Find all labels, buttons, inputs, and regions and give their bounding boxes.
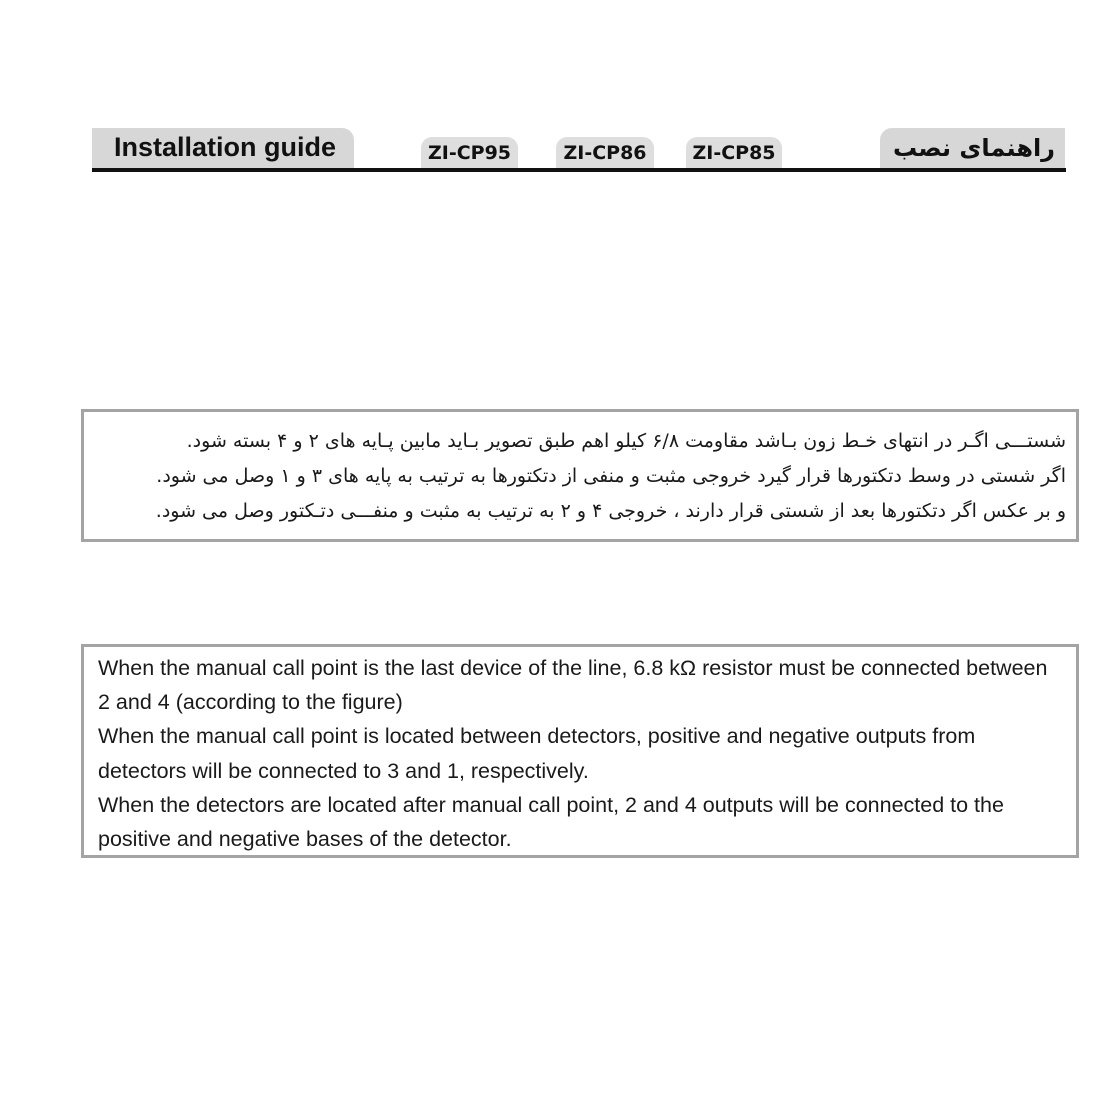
model-tab-zi-cp85: ZI-CP85 xyxy=(686,137,782,168)
english-line-6: positive and negative bases of the detector. xyxy=(98,827,512,852)
persian-line-2: اگر شستی در وسط دتکتورها قرار گیرد خروجی مثبت و منفی از دتکتورها به ترتیب به پایه های ۳ و ۱ وصل می شود. xyxy=(156,465,1066,487)
page-header xyxy=(0,0,1117,180)
persian-line-1: شستـــی اگـر در انتهای خـط زون بـاشد مقاومت ۶/۸ کیلو اهم طبق تصویر بـاید مابین پـایه های ۲ و ۴ بسته شود. xyxy=(186,430,1066,452)
english-instructions-box xyxy=(81,644,1079,858)
title-english: Installation guide xyxy=(92,128,354,168)
title-persian: راهنمای نصب xyxy=(880,128,1065,168)
model-tab-zi-cp95: ZI-CP95 xyxy=(421,137,518,168)
english-line-4: detectors will be connected to 3 and 1, respectively. xyxy=(98,758,589,783)
english-line-5: When the detectors are located after manual call point, 2 and 4 outputs will be connected to the xyxy=(98,792,1004,817)
english-line-3: When the manual call point is located between detectors, positive and negative outputs from xyxy=(98,724,976,749)
header-divider xyxy=(92,168,1066,172)
model-tab-zi-cp86: ZI-CP86 xyxy=(556,137,654,168)
english-line-2: 2 and 4 (according to the figure) xyxy=(98,690,403,715)
persian-line-3: و بر عکس اگر دتکتورها بعد از شستی قرار دارند ، خروجی ۴ و ۲ به ترتیب به مثبت و منفـــی دتـکتور وصل می شود. xyxy=(155,500,1066,522)
persian-instructions-box xyxy=(81,409,1079,542)
english-line-1: When the manual call point is the last device of the line, 6.8 kΩ resistor must be connected between xyxy=(98,656,1048,680)
